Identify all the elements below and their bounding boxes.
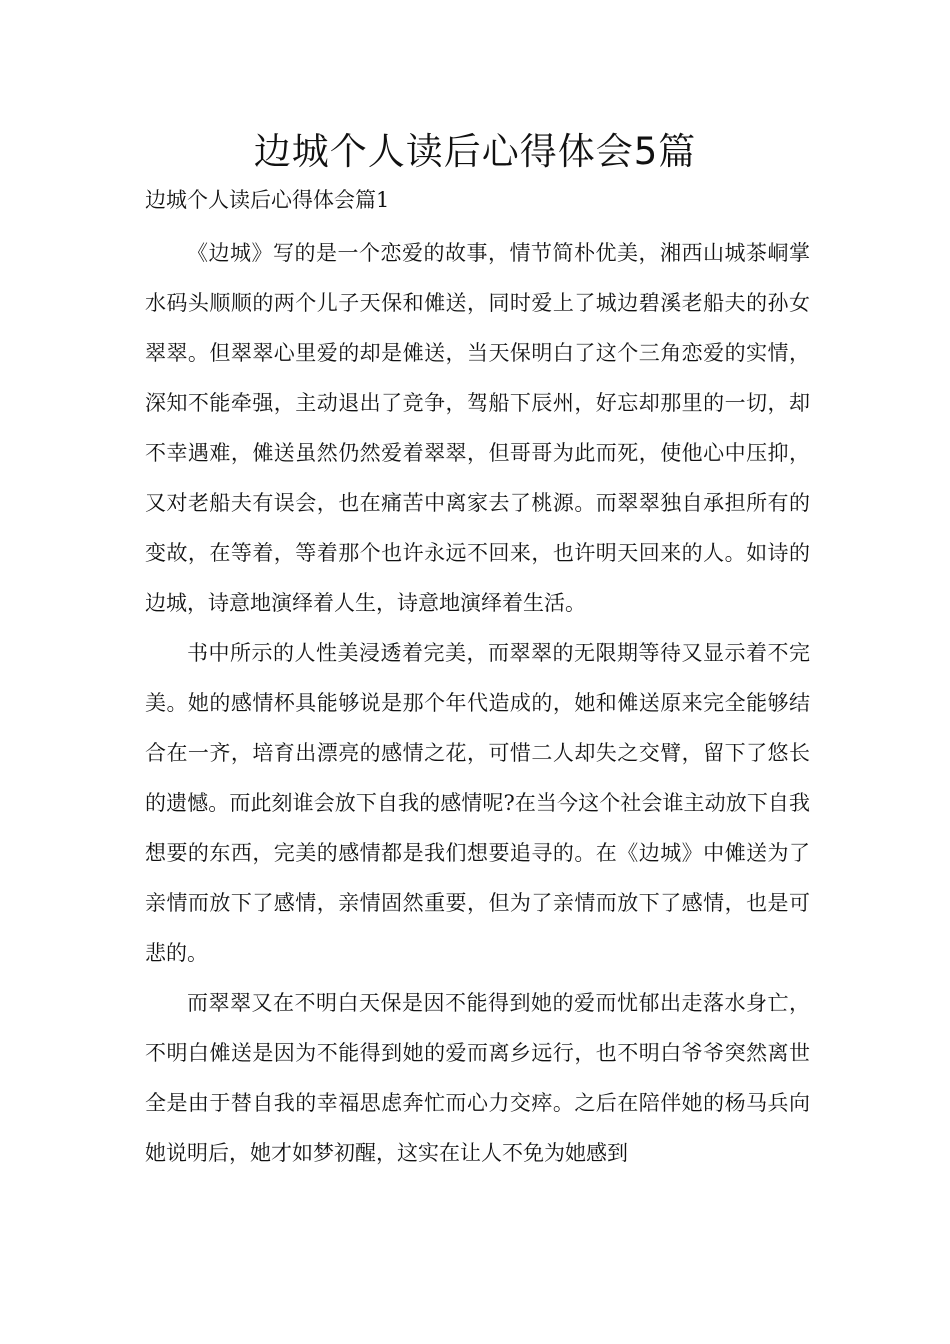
- document-title: 边城个人读后心得体会5篇: [253, 130, 697, 173]
- paragraph-3: 而翠翠又在不明白天保是因不能得到她的爱而忧郁出走落水身亡，不明白傩送是因为不能得到她的爱而离乡远行，也不明白爷爷突然离世全是由于替自我的幸福思虑奔忙而心力交瘁。之后在陪伴她的杨马兵向她说明后，她才如梦初醒，这实在让人不免为她感到: [145, 991, 810, 1165]
- section-heading: 边城个人读后心得体会篇1: [145, 188, 390, 212]
- paragraph-1: 《边城》写的是一个恋爱的故事，情节简朴优美，湘西山城茶峒掌水码头顺顺的两个儿子天保和傩送，同时爱上了城边碧溪老船夫的孙女翠翠。但翠翠心里爱的却是傩送，当天保明白了这个三角恋爱的实情，深知不能牵强，主动退出了竞争，驾船下辰州，好忘却那里的一切，却不幸遇难，傩送虽然仍然爱着翠翠，但哥哥为此而死，使他心中压抑，又对老船夫有误会，也在痛苦中离家去了桃源。而翠翠独自承担所有的变故，在等着，等着那个也许永远不回来，也许明天回来的人。如诗的边城，诗意地演绎着人生，诗意地演绎着生活。: [145, 241, 810, 615]
- paragraph-2: 书中所示的人性美浸透着完美，而翠翠的无限期等待又显示着不完美。她的感情杯具能够说是那个年代造成的，她和傩送原来完全能够结合在一齐，培育出漂亮的感情之花，可惜二人却失之交臂，留下了悠长的遗憾。而此刻谁会放下自我的感情呢?在当今这个社会谁主动放下自我想要的东西，完美的感情都是我们想要追寻的。在《边城》中傩送为了亲情而放下了感情，亲情固然重要，但为了亲情而放下了感情，也是可悲的。: [145, 641, 810, 965]
- document-body: [145, 228, 810, 1178]
